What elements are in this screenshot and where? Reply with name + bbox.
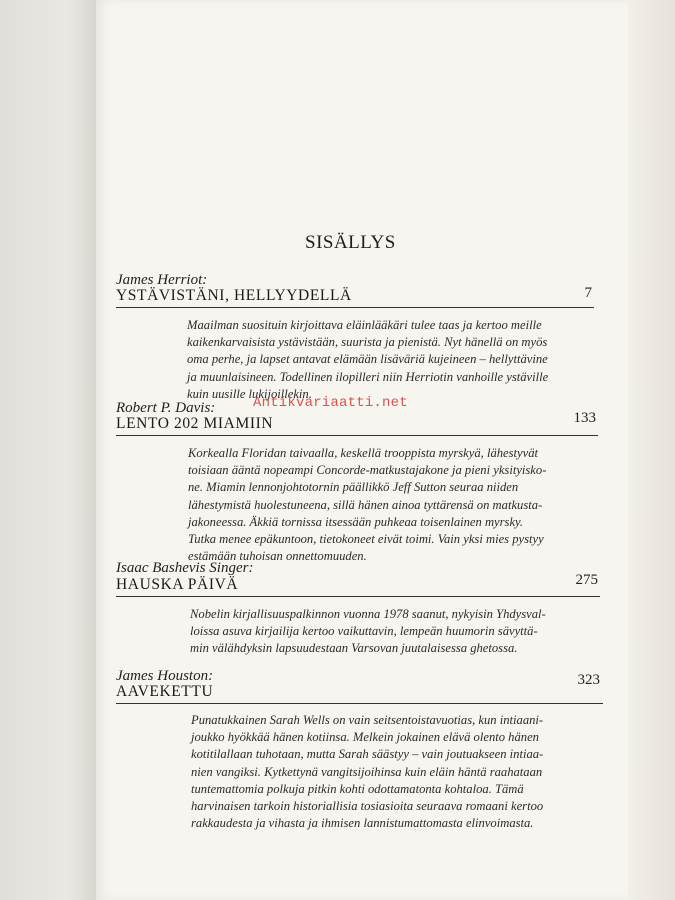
entry-author: Isaac Bashevis Singer: <box>116 560 254 576</box>
entry-author: Robert P. Davis: <box>116 400 216 416</box>
entry-book-title: AAVEKETTU <box>116 683 214 700</box>
entry-page-number: 133 <box>573 410 596 426</box>
entry-book-title: LENTO 202 MIAMIIN <box>116 415 274 432</box>
entry-book-title: HAUSKA PÄIVÄ <box>116 576 239 593</box>
entry-description: Maailman suosituin kirjoittava eläinlääkäri tulee taas ja kertoo meille kaikenkarvaisista ystävistään, suurista ja pienistä. Nyt hänellä on myös oma perhe, ja lapset antavat elämään lisäväriä kujeineen – hellyttävine ja muunlaisineen. Todellinen ilopilleri niin Herriotin vanhoille ystäville kuin uusille lukijoillekin. <box>187 318 549 401</box>
entry-author: James Houston: <box>116 668 214 684</box>
page-edge <box>628 0 675 900</box>
entry-description: Punatukkainen Sarah Wells on vain seitsentoistavuotias, kun intiaani- joukko hyökkää hänen kotiinsa. Melkein jokainen elävä olento hänen kotitilallaan tuhotaan, mutta Sarah säästyy – vain joutuakseen intiaa- nien vangiksi. Kytkettynä vangitsijoihinsa kuin eläin häntä raahataan tuntemattomia polkuja pitkin kohti odottamatonta kohtaloa. Tämä harvinaisen tarkoin historiallisia tosiasioita seuraava romaani kertoo rakkaudesta ja vihasta ja ihmisen lannistumattomasta elinvoimasta. <box>191 713 544 831</box>
entry-page-number: 275 <box>575 572 598 588</box>
entry-page-number: 7 <box>584 285 592 301</box>
entry-author: James Herriot: <box>116 272 208 288</box>
entry-book-title: YSTÄVISTÄNI, HELLYYDELLÄ <box>116 287 352 304</box>
entry-rule <box>116 596 600 597</box>
entry-rule <box>116 307 594 308</box>
watermark-text: Antikvariaatti.net <box>253 395 408 411</box>
page-title: SISÄLLYS <box>305 232 396 253</box>
entry-description: Korkealla Floridan taivaalla, keskellä trooppista myrskyä, lähestyvät toisiaan ääntä nopeampi Concorde-matkustajakone ja pieni yksityisko- ne. Miamin lennonjohtotornin päällikkö Jeff Sutton seuraa niiden lähestymistä huolestuneena, sillä hänen ainoa tyttärensä on matkusta- jakoneessa. Äkkiä tornissa itsessään puhkeaa toisenlainen myrsky. Tutka menee epäkuntoon, tietokoneet eivät toimi. Vain yksi mies pystyy estämään tuhoisan onnettomuuden. <box>188 446 547 564</box>
book-spine-shadow <box>0 0 96 900</box>
entry-description: Nobelin kirjallisuuspalkinnon vuonna 1978 saanut, nykyisin Yhdysval- loissa asuva kirjailija kertoo vaikuttavin, lempeän huumorin sävyttä- min välähdyksin lapsuudestaan Varsovan juutalaisessa ghetossa. <box>190 607 546 656</box>
entry-page-number: 323 <box>577 672 600 688</box>
entry-rule <box>116 435 598 436</box>
entry-rule <box>116 703 603 704</box>
